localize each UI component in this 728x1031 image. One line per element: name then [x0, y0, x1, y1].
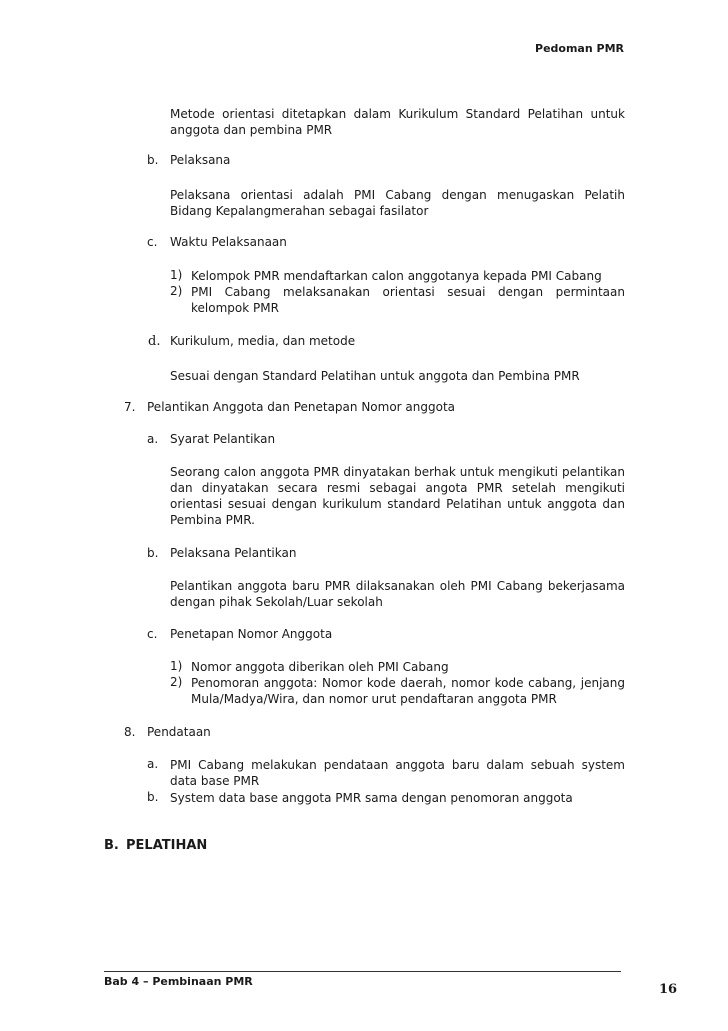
section-B-marker: B. [104, 838, 119, 853]
intro-paragraph: Metode orientasi ditetapkan dalam Kurikulum Standard Pelatihan untuk anggota dan pembina PMR [170, 107, 625, 137]
section-8-list-text-b: System data base anggota PMR sama dengan penomoran anggota [170, 791, 573, 805]
item-c-list-text-2: PMI Cabang melaksanakan orientasi sesuai dengan permintaan kelompok PMR [191, 285, 625, 315]
item-c-list-marker-2: 2) [170, 284, 183, 298]
item-b-marker: b. [147, 153, 159, 167]
item-d-marker: d. [148, 334, 161, 349]
page-number: 16 [659, 982, 678, 997]
section-7a-marker: a. [147, 432, 159, 446]
item-b-paragraph: Pelaksana orientasi adalah PMI Cabang dengan menugaskan Pelatih Bidang Kepalangmerahan sebagai fasilator [170, 188, 625, 218]
section-8-list-marker-a: a. [147, 757, 159, 771]
section-7c-list-text-2: Penomoran anggota: Nomor kode daerah, nomor kode cabang, jenjang Mula/Madya/Wira, dan nomor urut pendaftaran anggota PMR [191, 676, 625, 706]
item-b-title: Pelaksana [170, 153, 231, 167]
item-d-title: Kurikulum, media, dan metode [170, 334, 356, 348]
item-c-marker: c. [147, 235, 158, 249]
section-7a-paragraph: Seorang calon anggota PMR dinyatakan berhak untuk mengikuti pelantikan dan dinyatakan secara resmi sebagai angota PMR setelah mengikuti orientasi sesuai dengan kurikulum standard Pelatihan untuk anggota dan Pembina PMR. [170, 465, 625, 527]
section-B-title: PELATIHAN [126, 838, 208, 853]
section-7c-marker: c. [147, 627, 158, 641]
footer-chapter: Bab 4 – Pembinaan PMR [104, 975, 253, 988]
section-7c-title: Penetapan Nomor Anggota [170, 627, 333, 641]
section-7a-title: Syarat Pelantikan [170, 432, 276, 446]
item-c-title: Waktu Pelaksanaan [170, 235, 287, 249]
item-d-paragraph: Sesuai dengan Standard Pelatihan untuk anggota dan Pembina PMR [170, 369, 580, 383]
item-c-list-marker-1: 1) [170, 268, 183, 282]
section-8-marker: 8. [124, 725, 136, 739]
section-7c-list-text-1: Nomor anggota diberikan oleh PMI Cabang [191, 660, 449, 674]
section-7-marker: 7. [124, 400, 136, 414]
page-header-title: Pedoman PMR [535, 42, 624, 55]
section-8-title: Pendataan [147, 725, 211, 739]
item-c-list-text-1: Kelompok PMR mendaftarkan calon anggotanya kepada PMI Cabang [191, 269, 602, 283]
section-7c-list-marker-1: 1) [170, 659, 183, 673]
section-7b-paragraph: Pelantikan anggota baru PMR dilaksanakan oleh PMI Cabang bekerjasama dengan pihak Sekolah/Luar sekolah [170, 579, 625, 609]
section-7-title: Pelantikan Anggota dan Penetapan Nomor anggota [147, 400, 456, 414]
section-7c-list-marker-2: 2) [170, 675, 183, 689]
section-8-list-marker-b: b. [147, 790, 159, 804]
section-8-list-text-a: PMI Cabang melakukan pendataan anggota baru dalam sebuah system data base PMR [170, 758, 625, 788]
footer-rule [104, 971, 621, 972]
section-7b-marker: b. [147, 546, 159, 560]
section-7b-title: Pelaksana Pelantikan [170, 546, 297, 560]
